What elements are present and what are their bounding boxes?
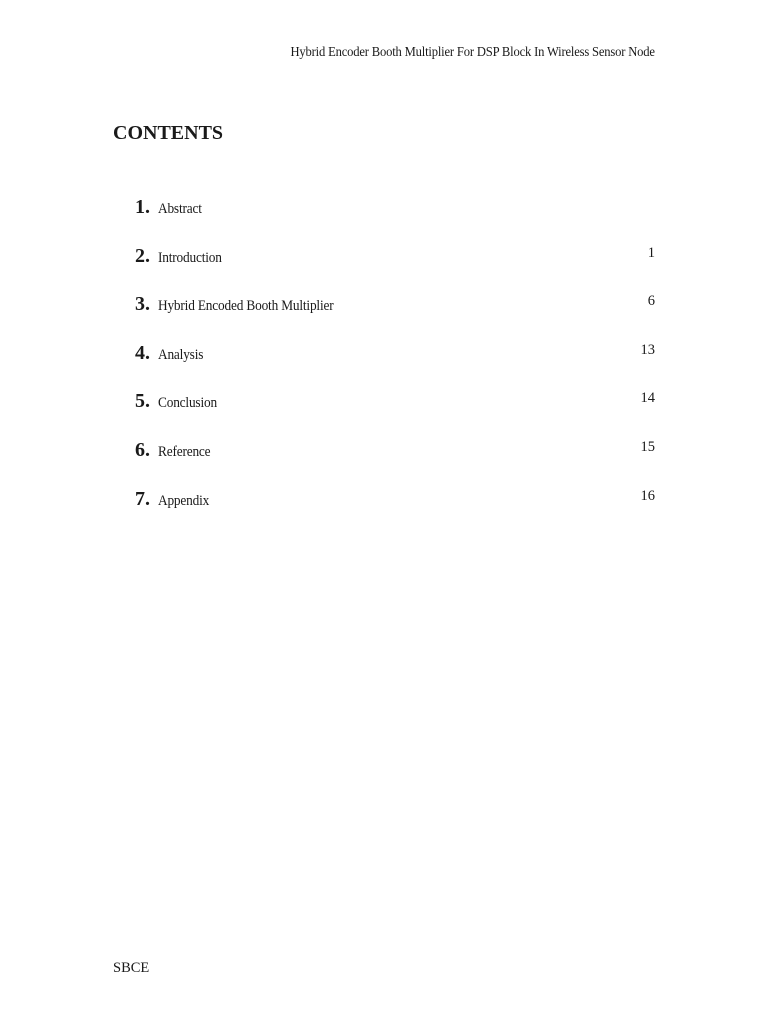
toc-entry-appendix — [135, 488, 655, 537]
toc-entry-reference — [135, 439, 655, 488]
toc-entry-page: 1 — [647, 244, 655, 261]
toc-entry-page: 6 — [647, 293, 655, 310]
toc-entry-analysis — [135, 342, 655, 391]
toc-entry-title: Abstract — [158, 201, 202, 217]
toc-entry-number: 1. — [135, 196, 150, 218]
toc-entry-page: 14 — [640, 390, 655, 407]
toc-entry-title: Conclusion — [158, 395, 217, 412]
toc-entry-title: Analysis — [158, 346, 204, 363]
table-of-contents — [135, 196, 655, 536]
toc-entry-number: 5. — [135, 390, 150, 413]
toc-entry-number: 2. — [135, 244, 150, 267]
toc-entry-conclusion — [135, 390, 655, 439]
toc-entry-title: Reference — [158, 443, 211, 460]
toc-entry-page: 13 — [640, 341, 655, 358]
toc-entry-page: 16 — [640, 487, 655, 504]
toc-entry-number: 6. — [135, 438, 150, 461]
page-footer: SBCE — [113, 960, 150, 976]
running-header: Hybrid Encoder Booth Multiplier For DSP Block In Wireless Sensor Node — [290, 45, 655, 60]
toc-entry-number: 3. — [135, 293, 150, 316]
toc-entry-title: Hybrid Encoded Booth Multiplier — [158, 298, 334, 315]
toc-entry-title: Introduction — [158, 249, 222, 266]
page-title: CONTENTS — [113, 122, 224, 144]
toc-entry-introduction — [135, 245, 655, 294]
toc-entry-page: 15 — [640, 438, 655, 455]
toc-entry-number: 4. — [135, 341, 150, 364]
toc-entry-abstract — [135, 196, 655, 245]
toc-entry-hybrid-encoded-booth-multiplier — [135, 293, 655, 342]
toc-entry-title: Appendix — [158, 492, 210, 509]
toc-entry-number: 7. — [135, 487, 150, 510]
